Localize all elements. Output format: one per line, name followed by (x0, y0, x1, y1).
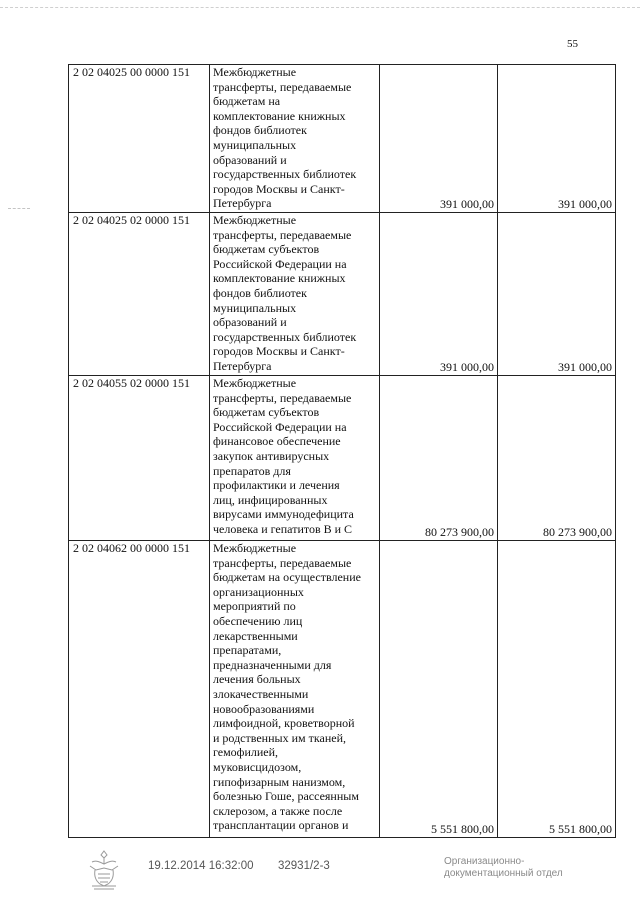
budget-code-cell: 2 02 04025 00 0000 151 (69, 65, 210, 213)
amount-cell-2: 391 000,00 (498, 65, 616, 213)
table-row (69, 541, 616, 838)
footer-document-number: 32931/2-3 (278, 860, 330, 872)
coat-of-arms-icon (84, 848, 124, 892)
budget-name-cell: Межбюджетные трансферты, передаваемые бюджетам на комплектование книжных фондов библиотек муниципальных образований и государственных библиотек городов Москвы и Санкт- Петербурга (210, 65, 380, 213)
page-number: 55 (567, 38, 578, 50)
budget-code-cell: 2 02 04055 02 0000 151 (69, 376, 210, 541)
amount-cell-1: 80 273 900,00 (380, 376, 498, 541)
amount-cell-1: 5 551 800,00 (380, 541, 498, 838)
table-row (69, 376, 616, 541)
budget-name-cell: Межбюджетные трансферты, передаваемые бюджетам субъектов Российской Федерации на комплектование книжных фондов библиотек муниципальных образований и государственных библиотек городов Москвы и Санкт- Петербурга (210, 213, 380, 376)
amount-cell-2: 80 273 900,00 (498, 376, 616, 541)
footer-department: Организационно- документационный отдел (444, 856, 563, 879)
amount-cell-1: 391 000,00 (380, 213, 498, 376)
table-row (69, 213, 616, 376)
amount-cell-2: 391 000,00 (498, 213, 616, 376)
budget-name-cell: Межбюджетные трансферты, передаваемые бюджетам субъектов Российской Федерации на финансовое обеспечение закупок антивирусных препаратов для профилактики и лечения лиц, инфицированных вирусами иммунодефицита человека и гепатитов В и С (210, 376, 380, 541)
budget-code-cell: 2 02 04062 00 0000 151 (69, 541, 210, 838)
amount-cell-2: 5 551 800,00 (498, 541, 616, 838)
footer-datetime: 19.12.2014 16:32:00 (148, 860, 254, 872)
margin-scan-mark (8, 208, 30, 209)
budget-name-cell: Межбюджетные трансферты, передаваемые бюджетам на осуществление организационных мероприятий по обеспечению лиц лекарственными препаратами, предназначенными для лечения больных злокачественными новообразованиями лимфоидной, кроветворной и родственных им тканей, гемофилией, муковисцидозом, гипофизарным нанизмом, болезнью Гоше, рассеянным склерозом, а также после трансплантации органов и (210, 541, 380, 838)
amount-cell-1: 391 000,00 (380, 65, 498, 213)
budget-table (68, 64, 616, 838)
top-scan-rule (0, 7, 640, 8)
budget-code-cell: 2 02 04025 02 0000 151 (69, 213, 210, 376)
table-row (69, 65, 616, 213)
